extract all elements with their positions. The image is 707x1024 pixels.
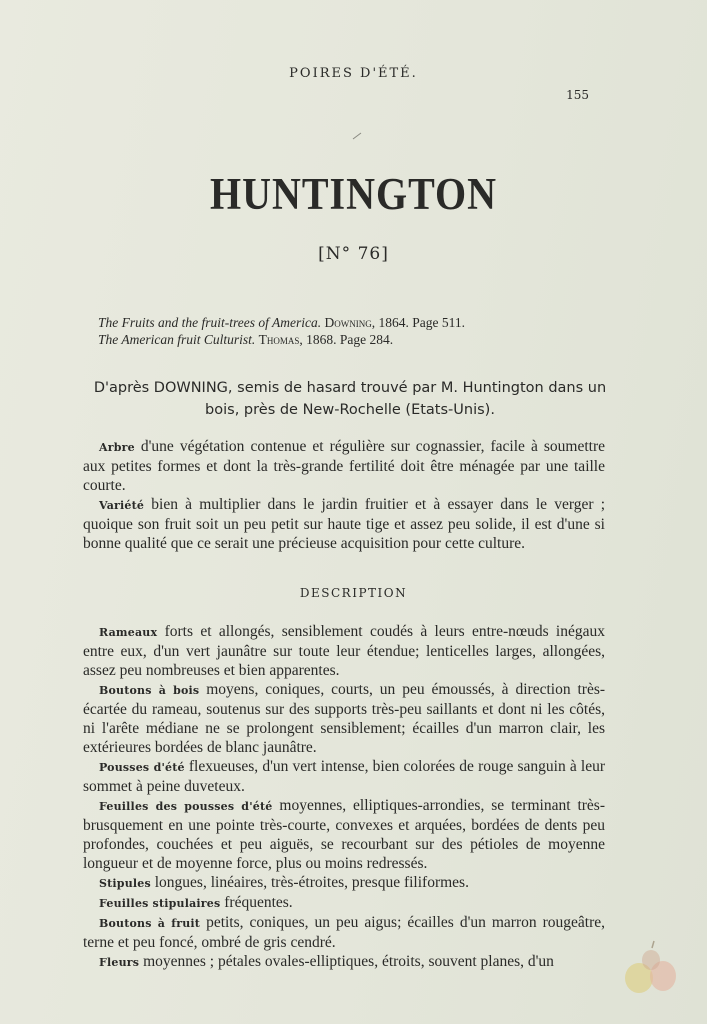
description-item: [83, 873, 605, 893]
reference-line: [98, 314, 618, 331]
origin-note: [80, 377, 620, 421]
paragraph-label: Variété: [99, 499, 145, 512]
description-item: [83, 757, 605, 796]
running-header: POIRES D'ÉTÉ.: [289, 66, 418, 81]
description-text: forts et allongés, sensiblement coudés à leurs entre-nœuds inégaux entre eux, d'un vert jaunâtre sur toute leur étendue; lenticelles larges, allongées, assez peu nombreuses et bien apparentes.: [83, 623, 605, 679]
description-item: [83, 913, 605, 952]
paragraph-text: bien à multiplier dans le jardin fruitier et à essayer dans le verger ; quoique son fruit soit un peu petit sur haute tige et assez peu solide, il est d'une si bonne qualité que ce serait une précieuse acquisition pour cette culture.: [83, 496, 606, 552]
description-text: petits, coniques, un peu aigus; écailles d'un marron rougeâtre, terne et peu foncé, ombré de gris cendré.: [83, 914, 606, 951]
description-label: Fleurs: [99, 956, 140, 969]
description-label: Pousses d'été: [99, 761, 185, 774]
reference-work: The American fruit Culturist.: [98, 332, 256, 347]
variety-number: [N° 76]: [318, 244, 389, 264]
reference-author: Thomas,: [258, 332, 303, 347]
description-label: Feuilles stipulaires: [99, 897, 221, 910]
description-label: Stipules: [99, 877, 151, 890]
ink-mark: [352, 132, 362, 140]
description-item: [83, 680, 605, 757]
description-label: Boutons à bois: [99, 684, 200, 697]
paragraph-text: d'une végétation contenue et régulière sur cognassier, facile à soumettre aux petites formes et dont la très-grande fertilité doit être ménagée par une taille courte.: [83, 438, 605, 494]
origin-prefix: D'après: [93, 380, 150, 396]
page-number: 155: [566, 88, 589, 102]
description-item: [83, 952, 605, 972]
description-text: longues, linéaires, très-étroites, presque filiformes.: [154, 874, 469, 891]
paragraph: [83, 495, 605, 553]
reference-details: 1864. Page 511.: [378, 315, 465, 330]
description-text: fréquentes.: [224, 894, 293, 911]
paragraph: [83, 437, 605, 495]
description-label: Rameaux: [99, 626, 158, 639]
description-item: [83, 893, 605, 913]
description-text: moyennes, elliptiques-arrondies, se terminant très-brusquement en une pointe très-courte, convexes et arquées, bordées de dents peu profondes, couchées et peu aiguës, se recourbant sur des pétioles de moyenne longueur et de moyenne force, plus ou moins redressés.: [83, 797, 606, 872]
reference-author: Downing,: [324, 315, 376, 330]
description-label: Feuilles des pousses d'été: [99, 800, 273, 813]
reference-line: [98, 331, 618, 348]
description-item: [83, 796, 605, 873]
fruit-watermark-icon: [619, 938, 685, 998]
origin-text: semis de hasard trouvé par M. Huntington dans un bois, près de New-Rochelle (Etats-Unis).: [205, 380, 607, 418]
general-paragraphs: [83, 437, 605, 553]
reference-details: 1868. Page 284.: [306, 332, 394, 347]
description-label: Boutons à fruit: [99, 917, 201, 930]
section-title: DESCRIPTION: [299, 586, 408, 600]
description-item: [83, 622, 605, 680]
references: [98, 314, 618, 348]
paragraph-label: Arbre: [99, 441, 135, 454]
description-text: moyennes ; pétales ovales-elliptiques, étroits, souvent planes, d'un: [143, 953, 554, 970]
variety-title: HUNTINGTON: [209, 167, 498, 220]
description-paragraphs: [83, 622, 605, 972]
origin-author: DOWNING,: [153, 380, 233, 396]
description-text: flexueuses, d'un vert intense, bien colorées de rouge sanguin à leur sommet à peine duveteux.: [83, 758, 605, 795]
description-text: moyens, coniques, courts, un peu émoussés, à direction très-écartée du rameau, soutenus sur des supports très-peu saillants et dont ni les côtés, ni l'arête médiane ne se prolongent sensiblement; écailles d'un marron clair, les extérieures bordées de blanc jaunâtre.: [83, 681, 606, 756]
reference-work: The Fruits and the fruit-trees of America.: [98, 315, 322, 330]
